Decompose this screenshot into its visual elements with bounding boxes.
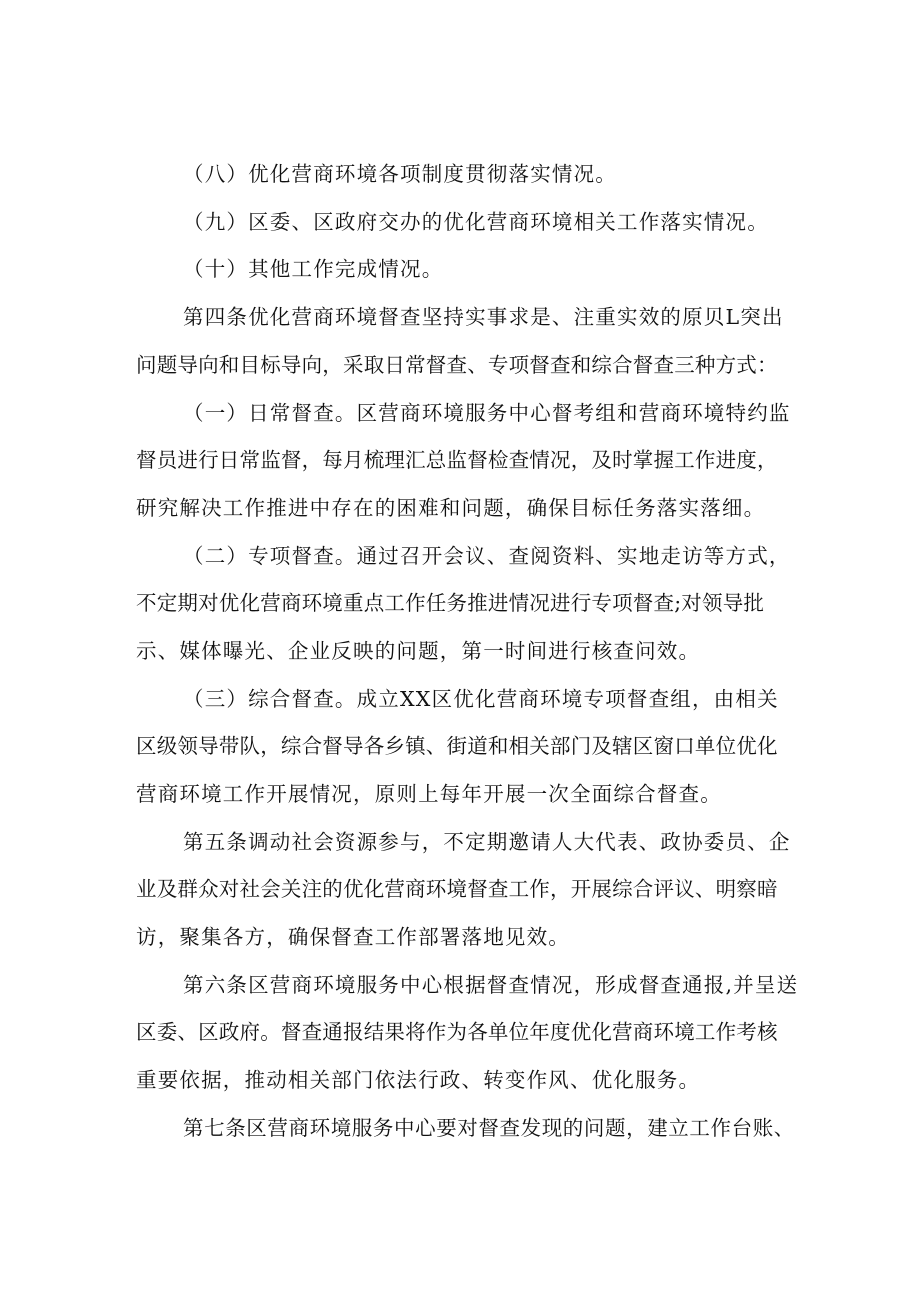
- text-line: （三）综合督查。成立XX区优化营商环境专项督查组，由相关: [183, 687, 779, 711]
- text-line: 督员进行日常监督，每月梳理汇总监督检查情况，及时掌握工作进度，: [136, 448, 778, 472]
- text-line: （八）优化营商环境各项制度贯彻落实情况。: [183, 162, 617, 186]
- text-line: （九）区委、区政府交办的优化营商环境相关工作落实情况。: [183, 210, 769, 234]
- text-line: （二）专项督查。通过召开会议、查阅资料、实地走访等方式，: [183, 544, 791, 568]
- text-line: 不定期对优化营商环境重点工作任务推进情况进行专项督查;对领导批: [136, 591, 765, 615]
- text-line: 区委、区政府。督查通报结果将作为各单位年度优化营商环境工作考核: [136, 1020, 778, 1044]
- text-line: 问题导向和目标导向，采取日常督查、专项督查和综合督查三种方式：: [136, 353, 778, 377]
- text-line: 第五条调动社会资源参与，不定期邀请人大代表、政协委员、企: [183, 830, 791, 854]
- text-line: 第四条优化营商环境督查坚持实事求是、注重实效的原贝L突出: [183, 305, 784, 329]
- text-line: 示、媒体曝光、企业反映的问题，第一时间进行核查问效。: [136, 639, 701, 663]
- text-line: 研究解决工作推进中存在的困难和问题，确保目标任务落实落细。: [136, 496, 766, 520]
- text-line: （十）其他工作完成情况。: [183, 257, 444, 281]
- text-line: 业及群众对社会关注的优化营商环境督查工作，开展综合评议、明察暗: [136, 877, 778, 901]
- text-line: 访，聚集各方，确保督查工作部署落地见效。: [136, 925, 570, 949]
- text-line: 重要依据，推动相关部门依法行政、转变作风、优化服务。: [136, 1068, 701, 1092]
- text-line: 营商环境工作开展情况，原则上每年开展一次全面综合督查。: [136, 782, 722, 806]
- text-line: 区级领导带队，综合督导各乡镇、街道和相关部门及辖区窗口单位优化: [136, 734, 778, 758]
- text-line: 第七条区营商环境服务中心要对督查发现的问题，建立工作台账、: [183, 1116, 795, 1140]
- text-line: 第六条区营商环境服务中心根据督查情况，形成督查通报,并呈送: [183, 973, 799, 997]
- text-line: （一）日常督查。区营商环境服务中心督考组和营商环境特约监: [183, 401, 791, 425]
